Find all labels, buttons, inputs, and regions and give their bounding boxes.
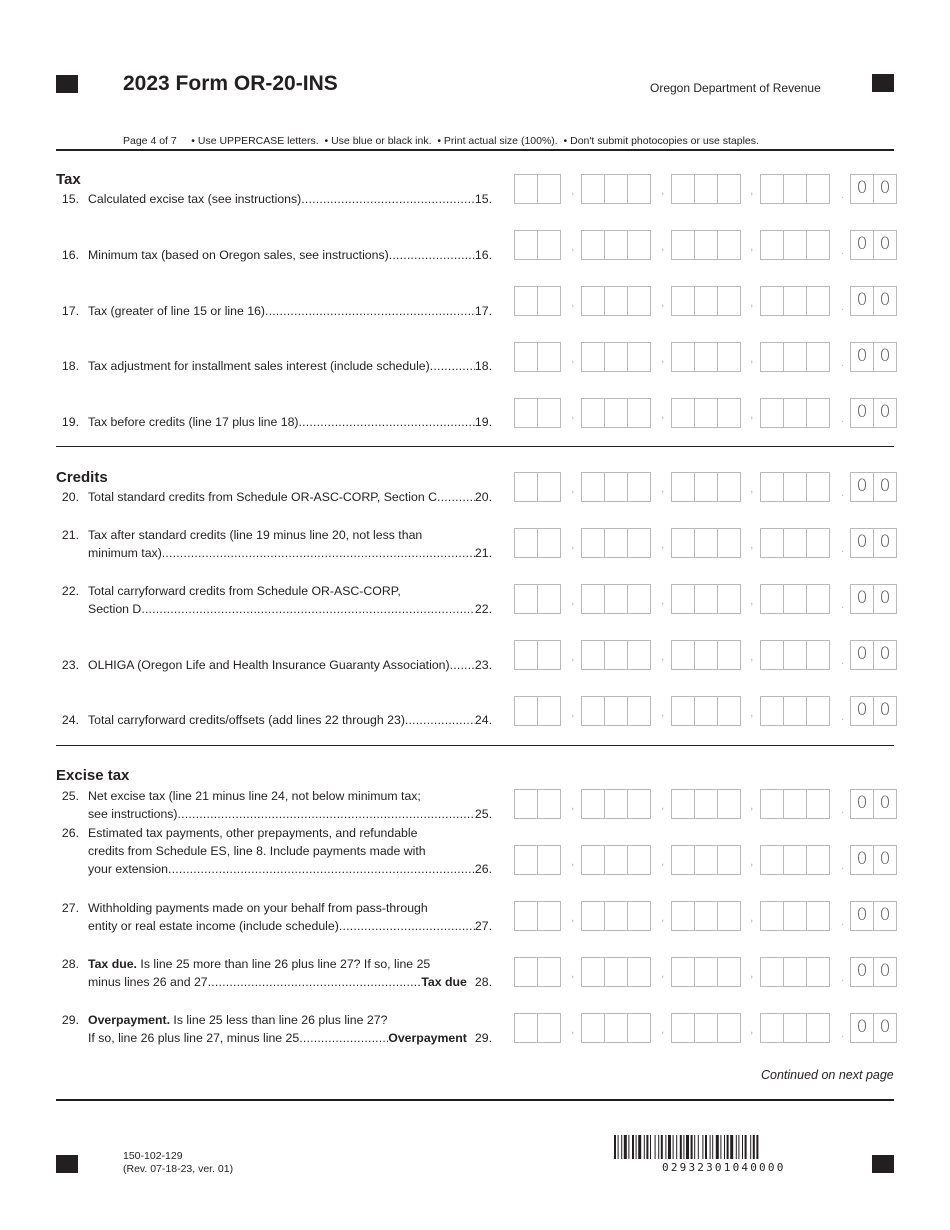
registration-mark-top-left bbox=[56, 75, 78, 93]
line-label-bold: Overpayment. bbox=[88, 1013, 171, 1027]
header-rule bbox=[56, 149, 894, 151]
line-ref: 21. bbox=[474, 546, 492, 560]
line-number: 15. bbox=[61, 192, 79, 206]
amount-field-line-29[interactable]: , , , . 0 0 bbox=[514, 1013, 898, 1045]
cents-field[interactable]: 0 0 bbox=[850, 230, 897, 260]
line-label: Is line 25 less than line 26 plus line 27? bbox=[170, 1013, 388, 1027]
amount-field-line-27[interactable]: , , , . 0 0 bbox=[514, 901, 898, 933]
line-ref: 17. bbox=[474, 304, 492, 318]
registration-mark-bottom-right bbox=[872, 1155, 894, 1173]
line-label: Minimum tax (based on Oregon sales, see instructions) bbox=[88, 248, 389, 262]
line-label: Calculated excise tax (see instructions) bbox=[88, 192, 302, 206]
line-ref: 20. bbox=[474, 490, 492, 504]
section-heading-credits: Credits bbox=[56, 469, 108, 486]
agency-name: Oregon Department of Revenue bbox=[650, 81, 821, 95]
line-number: 22. bbox=[61, 584, 79, 598]
line-ref: 24. bbox=[474, 713, 492, 727]
line-ref: 28. bbox=[474, 975, 492, 989]
line-label-cont: credits from Schedule ES, line 8. Include payments made with bbox=[88, 844, 426, 858]
line-label: OLHIGA (Oregon Life and Health Insurance Guaranty Association) bbox=[88, 658, 450, 672]
amount-field-line-18[interactable]: , , , . 0 0 bbox=[514, 342, 898, 374]
cents-field[interactable]: 0 0 bbox=[850, 286, 897, 316]
cents-field[interactable]: 0 0 bbox=[850, 845, 897, 875]
amount-field-line-15[interactable]: , , , . 0 0 bbox=[514, 174, 898, 206]
amount-field-line-24[interactable]: , , , . 0 0 bbox=[514, 696, 898, 728]
line-number: 28. bbox=[61, 957, 79, 971]
line-ref: 29. bbox=[474, 1031, 492, 1045]
line-result-label: Tax due bbox=[421, 975, 467, 989]
amount-field-line-26[interactable]: , , , . 0 0 bbox=[514, 845, 898, 877]
form-title: 2023 Form OR-20-INS bbox=[123, 72, 338, 95]
line-number: 17. bbox=[61, 304, 79, 318]
line-label-cont: If so, line 26 plus line 27, minus line 25 bbox=[88, 1031, 300, 1045]
section-divider bbox=[56, 446, 894, 447]
form-revision: (Rev. 07-18-23, ver. 01) bbox=[123, 1163, 234, 1175]
amount-field-line-22[interactable]: , , , . 0 0 bbox=[514, 584, 898, 616]
line-ref: 25. bbox=[474, 807, 492, 821]
cents-field[interactable]: 0 0 bbox=[850, 584, 897, 614]
line-label-cont: entity or real estate income (include schedule) bbox=[88, 919, 339, 933]
line-number: 27. bbox=[61, 901, 79, 915]
amount-field-line-16[interactable]: , , , . 0 0 bbox=[514, 230, 898, 262]
line-label: Tax adjustment for installment sales interest (include schedule) bbox=[88, 359, 430, 373]
line-number: 18. bbox=[61, 359, 79, 373]
amount-field-line-25[interactable]: , , , . 0 0 bbox=[514, 789, 898, 821]
line-number: 25. bbox=[61, 789, 79, 803]
amount-field-line-17[interactable]: , , , . 0 0 bbox=[514, 286, 898, 318]
line-label-cont: Section D bbox=[88, 602, 142, 616]
line-number: 29. bbox=[61, 1013, 79, 1027]
cents-field[interactable]: 0 0 bbox=[850, 528, 897, 558]
line-label: Total carryforward credits from Schedule OR-ASC-CORP, bbox=[88, 584, 401, 598]
line-ref: 26. bbox=[474, 862, 492, 876]
line-label-cont: minus lines 26 and 27 bbox=[88, 975, 208, 989]
cents-field[interactable]: 0 0 bbox=[850, 901, 897, 931]
form-number-block bbox=[123, 1150, 233, 1176]
line-ref: 23. bbox=[474, 658, 492, 672]
section-heading-tax: Tax bbox=[56, 171, 81, 188]
line-label: Net excise tax (line 21 minus line 24, not below minimum tax; bbox=[88, 789, 421, 803]
registration-mark-top-right bbox=[872, 74, 894, 92]
section-divider bbox=[56, 745, 894, 746]
line-ref: 16. bbox=[474, 248, 492, 262]
line-label: Tax after standard credits (line 19 minus line 20, not less than bbox=[88, 528, 423, 542]
line-label: Total standard credits from Schedule OR-ASC-CORP, Section C bbox=[88, 490, 438, 504]
amount-field-line-19[interactable]: , , , . 0 0 bbox=[514, 398, 898, 430]
cents-field[interactable]: 0 0 bbox=[850, 174, 897, 204]
line-label: Tax (greater of line 15 or line 16) bbox=[88, 304, 266, 318]
amount-field-line-20[interactable]: , , , . 0 0 bbox=[514, 472, 898, 504]
amount-field-line-23[interactable]: , , , . 0 0 bbox=[514, 640, 898, 672]
line-label-cont: see instructions) bbox=[88, 807, 178, 821]
form-instructions: Page 4 of 7 • Use UPPERCASE letters. • Use blue or black ink. • Print actual size (100%). • Don't submit photocopies or use staples. bbox=[123, 135, 759, 147]
cents-field[interactable]: 0 0 bbox=[850, 789, 897, 819]
line-ref: 15. bbox=[474, 192, 492, 206]
line-number: 20. bbox=[61, 490, 79, 504]
line-label: Is line 25 more than line 26 plus line 27? If so, line 25 bbox=[136, 957, 431, 971]
cents-field[interactable]: 0 0 bbox=[850, 342, 897, 372]
line-label-cont: minimum tax) bbox=[88, 546, 162, 560]
line-label-bold: Tax due. bbox=[88, 957, 137, 971]
cents-field[interactable]: 0 0 bbox=[850, 640, 897, 670]
line-number: 16. bbox=[61, 248, 79, 262]
section-heading-excise-tax: Excise tax bbox=[56, 767, 130, 784]
cents-field[interactable]: 0 0 bbox=[850, 957, 897, 987]
cents-field[interactable]: 0 0 bbox=[850, 398, 897, 428]
line-result-label: Overpayment bbox=[388, 1031, 467, 1045]
line-ref: 22. bbox=[474, 602, 492, 616]
amount-field-line-21[interactable]: , , , . 0 0 bbox=[514, 528, 898, 560]
line-number: 21. bbox=[61, 528, 79, 542]
line-ref: 27. bbox=[474, 919, 492, 933]
line-ref: 18. bbox=[474, 359, 492, 373]
line-label: Withholding payments made on your behalf from pass-through bbox=[88, 901, 428, 915]
line-number: 26. bbox=[61, 826, 79, 840]
cents-field[interactable]: 0 0 bbox=[850, 1013, 897, 1043]
line-number: 23. bbox=[61, 658, 79, 672]
cents-field[interactable]: 0 0 bbox=[850, 472, 897, 502]
line-number: 19. bbox=[61, 415, 79, 429]
amount-field-line-28[interactable]: , , , . 0 0 bbox=[514, 957, 898, 989]
line-ref: 19. bbox=[474, 415, 492, 429]
continued-note: Continued on next page bbox=[761, 1068, 894, 1082]
barcode bbox=[614, 1135, 826, 1159]
line-number: 24. bbox=[61, 713, 79, 727]
registration-mark-bottom-left bbox=[56, 1155, 78, 1173]
line-label: Estimated tax payments, other prepayments, and refundable bbox=[88, 826, 418, 840]
barcode-number: 02932301040000 bbox=[662, 1161, 786, 1174]
form-number: 150-102-129 bbox=[123, 1150, 183, 1162]
cents-field[interactable]: 0 0 bbox=[850, 696, 897, 726]
line-label: Total carryforward credits/offsets (add lines 22 through 23) bbox=[88, 713, 405, 727]
line-label: Tax before credits (line 17 plus line 18) bbox=[88, 415, 299, 429]
footer-rule bbox=[56, 1099, 894, 1101]
line-label-cont: your extension bbox=[88, 862, 168, 876]
